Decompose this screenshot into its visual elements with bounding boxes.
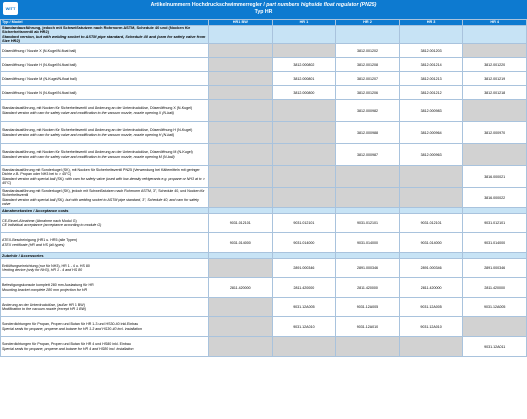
part-number-cell: 2811.420000 bbox=[272, 278, 336, 298]
part-number-cell bbox=[209, 337, 273, 357]
part-number-cell bbox=[209, 122, 273, 144]
description-en: Venting device (only for NH3), HR 1 - 4 and HS 80 bbox=[2, 268, 83, 273]
part-number-cell: 3812.001213 bbox=[399, 72, 463, 86]
section-row bbox=[1, 26, 527, 44]
part-number-cell: 3812.000964 bbox=[399, 122, 463, 144]
part-number-cell: 9031.12A010 bbox=[399, 317, 463, 337]
part-number-cell bbox=[463, 317, 527, 337]
column-header-hr3: HR 3 bbox=[399, 20, 463, 26]
part-number-cell bbox=[272, 337, 336, 357]
description-en: Standard version with special ball (SK), but with welding socket to ASTM pipe standard, 3", Schedule 40, and cam for safety valve bbox=[2, 197, 199, 206]
description-en: Standard version with cam for safety valve and modification to the vacuum nozzle, nozzle opening H (N-ball) bbox=[2, 132, 175, 137]
row-description bbox=[1, 188, 209, 208]
part-number-cell bbox=[209, 259, 273, 278]
description-de: Sonderdichtungen für Propan, Propen und Butan für HR 4 und HS80 inkl. Einbau bbox=[2, 342, 131, 347]
part-number-cell: 9031.12A005 bbox=[336, 298, 400, 317]
table-row bbox=[1, 188, 527, 208]
table-row bbox=[1, 122, 527, 144]
description-en: Standard version with special ball (SK), with cam for safety valve (used with low-density refrigerants e.g. propane or NH3 at tc > 45°C) bbox=[2, 176, 205, 185]
title-separator: / bbox=[261, 2, 267, 8]
part-number-cell bbox=[272, 188, 336, 208]
part-number-cell bbox=[399, 188, 463, 208]
part-number-cell bbox=[336, 26, 400, 44]
part-number-cell bbox=[209, 166, 273, 188]
part-number-cell: 9031.12A005 bbox=[399, 298, 463, 317]
row-description bbox=[1, 122, 209, 144]
part-number-cell bbox=[463, 44, 527, 58]
part-number-cell bbox=[209, 188, 273, 208]
part-number-cell bbox=[209, 26, 273, 44]
column-header-hr2: HR 2 bbox=[336, 20, 400, 26]
part-number-cell: 9031.014000 bbox=[209, 233, 273, 253]
header-band bbox=[0, 0, 527, 19]
table-row bbox=[1, 144, 527, 166]
description-de: Zubehör / Accessories bbox=[2, 252, 44, 258]
part-number-cell: 2891.000346 bbox=[336, 259, 400, 278]
table-row bbox=[1, 233, 527, 253]
part-number-cell: 2891.000346 bbox=[272, 259, 336, 278]
row-description bbox=[1, 317, 209, 337]
row-description bbox=[1, 298, 209, 317]
part-number-cell: 3812.000988 bbox=[336, 122, 400, 144]
description-en: Standard version with cam for safety valve and modification to the vacuum nozzle, nozzle opening M (N-ball) bbox=[2, 154, 175, 159]
row-description bbox=[1, 259, 209, 278]
description-de: Abnahmekosten / Acceptance costs bbox=[2, 207, 69, 213]
description-en: ATEX certificate (HR and HS (all types) bbox=[2, 242, 65, 247]
witt-logo: WITT bbox=[3, 2, 18, 15]
part-number-cell bbox=[272, 44, 336, 58]
part-number-cell: 2891.000346 bbox=[463, 259, 527, 278]
part-number-cell bbox=[272, 26, 336, 44]
description-en: Mounting bracket complete 280 mm projection for HR bbox=[2, 287, 88, 292]
part-number-cell: 3816.000022 bbox=[463, 188, 527, 208]
part-number-cell bbox=[336, 166, 400, 188]
description-de: Standardausführung, mit Nocken für Sicherheitsventil und Änderung an der Unterdruckdüse, Düsenöffnung H (N-Kugel) bbox=[2, 128, 193, 133]
part-number-cell bbox=[336, 337, 400, 357]
part-number-cell bbox=[272, 166, 336, 188]
description-de: Sonderdichtungen für Propan, Propen und Butan für HR 1-3 und HS30-40 inkl.Einbau bbox=[2, 322, 139, 327]
page-subtitle: Typ HR bbox=[254, 9, 273, 15]
part-number-cell: 3812.000800 bbox=[272, 86, 336, 100]
part-number-cell: 2811.420000 bbox=[336, 278, 400, 298]
part-number-cell: 2811.420000 bbox=[399, 278, 463, 298]
row-description bbox=[1, 144, 209, 166]
row-description bbox=[1, 100, 209, 122]
table-row bbox=[1, 166, 527, 188]
part-number-cell: 9031.12A011 bbox=[463, 337, 527, 357]
table-row bbox=[1, 298, 527, 317]
part-number-cell: 3816.000021 bbox=[463, 166, 527, 188]
part-number-cell: 3812.000963 bbox=[399, 144, 463, 166]
description-de: Düsenöffnung / Nozzle H (N-Kugel/N-float ball) bbox=[2, 62, 77, 67]
part-number-cell: 3812.001219 bbox=[463, 72, 527, 86]
table-row bbox=[1, 317, 527, 337]
table-row bbox=[1, 337, 527, 357]
description-en: Standard version with cam for safety valve and modification to the vacuum nozzle, nozzle opening X (N-ball) bbox=[2, 110, 174, 115]
part-number-cell: 9031.014000 bbox=[463, 233, 527, 253]
part-number-cell: 3812.000982 bbox=[336, 100, 400, 122]
part-number-cell bbox=[209, 44, 273, 58]
part-number-cell bbox=[463, 26, 527, 44]
description-de: ATEX-Bescheinigung (HR1 u. HR5 (alle Typen) bbox=[2, 238, 78, 243]
table-row bbox=[1, 58, 527, 72]
part-number-cell: 3812.001203 bbox=[399, 44, 463, 58]
part-number-cell: 2891.000346 bbox=[399, 259, 463, 278]
part-number-cell bbox=[209, 58, 273, 72]
description-de: Standardausführung mit Sonderkugel (SK), jedoch mit Schweißstutzen nach Rohrnorm ASTM, 3", Schedule 40, und Nocken für Sicherheitsventil bbox=[2, 189, 205, 198]
part-number-cell: 3812.001214 bbox=[399, 58, 463, 72]
part-number-cell bbox=[463, 144, 527, 166]
part-number-cell: 3812.000970 bbox=[463, 122, 527, 144]
part-number-cell: 3812.001206 bbox=[336, 86, 400, 100]
part-number-cell bbox=[399, 337, 463, 357]
row-description bbox=[1, 278, 209, 298]
part-number-cell: 9031.012101 bbox=[272, 214, 336, 233]
part-number-cell: 2811.420000 bbox=[463, 278, 527, 298]
row-description bbox=[1, 72, 209, 86]
part-number-cell bbox=[272, 122, 336, 144]
part-number-cell: 9031.014000 bbox=[399, 233, 463, 253]
description-en: Modification to the vacuum nozzle (except HR 1 BW) bbox=[2, 307, 87, 312]
part-number-cell: 3812.000802 bbox=[272, 58, 336, 72]
description-de: Düsenöffnung / Nozzle X (N-Kugel/N-float ball) bbox=[2, 48, 77, 53]
part-number-cell: 3812.000983 bbox=[399, 100, 463, 122]
part-number-cell: 9031.12A005 bbox=[463, 298, 527, 317]
part-number-cell: 9031.012101 bbox=[336, 214, 400, 233]
description-de: Standardausführung mit Sonderkugel (SK), mit Nocken für Sicherheitsventil PN25 (Verwendung bei Kältemitteln mit geringer Dichte z.B. Propan oder NH3 bei tc > 45°C) bbox=[2, 168, 200, 177]
description-de: Standardausführung, mit Nocken für Sicherheitsventil und Änderung an der Unterdruckdüse, Düsenöffnung M (N-Kugel) bbox=[2, 150, 193, 155]
part-number-cell bbox=[399, 26, 463, 44]
description-de: Befestigungskonsole komplett 280 mm Auslastung für HR bbox=[2, 283, 94, 288]
part-number-table bbox=[0, 19, 527, 357]
table-row bbox=[1, 259, 527, 278]
row-description bbox=[1, 166, 209, 188]
description-de: Standardausführung, mit Nocken für Sicherheitsventil und Änderung an der Unterdruckdüse, Düsenöffnung X (N-Kugel) bbox=[2, 106, 193, 111]
row-description bbox=[1, 26, 209, 44]
part-number-cell: 3812.001207 bbox=[336, 72, 400, 86]
description-en: Special seals for propane, propene and butane for HR 4 and HS80 incl. installation bbox=[2, 346, 134, 351]
part-number-cell: 9031.012101 bbox=[209, 214, 273, 233]
part-number-cell: 3812.001220 bbox=[463, 58, 527, 72]
description-en: Special seals for propane, propene and butane for HR 1-3 and HS30-40 incl. installation bbox=[2, 326, 142, 331]
row-description bbox=[1, 58, 209, 72]
description-de: Düsenöffnung / Nozzle N (N-Kugel/N-float ball) bbox=[2, 90, 77, 95]
part-number-cell: 9031.12A005 bbox=[272, 298, 336, 317]
part-number-cell bbox=[272, 100, 336, 122]
row-description bbox=[1, 337, 209, 357]
part-number-cell: 2811.420000 bbox=[209, 278, 273, 298]
part-number-cell: 9031.12A010 bbox=[272, 317, 336, 337]
part-number-cell bbox=[209, 72, 273, 86]
part-number-cell bbox=[463, 100, 527, 122]
table-row bbox=[1, 86, 527, 100]
part-number-cell bbox=[209, 86, 273, 100]
description-de: CE-Einzel-Abnahme (Abnahme nach Modul G) bbox=[2, 218, 77, 223]
part-number-cell bbox=[209, 100, 273, 122]
row-description bbox=[1, 44, 209, 58]
table-row bbox=[1, 72, 527, 86]
row-description bbox=[1, 233, 209, 253]
part-number-cell: 3812.000987 bbox=[336, 144, 400, 166]
part-number-cell: 3812.000801 bbox=[272, 72, 336, 86]
column-header-label: Typ / Model bbox=[1, 20, 209, 26]
part-number-cell bbox=[209, 298, 273, 317]
description-de: Standardausführung, jedoch mit Schweißstutzen nach Rohrnorm ASTM, Schedule 40 und (Nocken für Sicherheitsventil ab HR2) bbox=[2, 25, 191, 35]
part-number-cell: 9031.12A010 bbox=[336, 317, 400, 337]
part-number-cell bbox=[272, 144, 336, 166]
part-number-cell: 3812.001208 bbox=[336, 58, 400, 72]
part-number-cell: 9031.014000 bbox=[272, 233, 336, 253]
column-header-hr4: HR 4 bbox=[463, 20, 527, 26]
row-description bbox=[1, 214, 209, 233]
part-number-cell bbox=[336, 188, 400, 208]
column-header-hr1: HR 1 bbox=[272, 20, 336, 26]
title-en: part numbers highside float regulator (PN25) bbox=[266, 2, 377, 8]
description-de: Änderung an der Unterdruckdüse, (außer HR 1 BW) bbox=[2, 302, 85, 307]
table-row bbox=[1, 278, 527, 298]
part-number-cell: 9031.012101 bbox=[399, 214, 463, 233]
part-number-cell: 9031.014000 bbox=[336, 233, 400, 253]
description-en: Standard version, but with welding socket to ASTM pipe standard, Schedule 40 and (cam for safety valve from Size HR2) bbox=[2, 33, 206, 43]
description-de: Entlüftungseinrichtung (nur für NH3), HR 1 - 4 u. HS 80 bbox=[2, 263, 90, 268]
row-description bbox=[1, 86, 209, 100]
part-number-cell bbox=[209, 317, 273, 337]
part-number-cell: 9031.012101 bbox=[463, 214, 527, 233]
page-title bbox=[0, 2, 527, 8]
table-row bbox=[1, 214, 527, 233]
part-number-cell bbox=[399, 166, 463, 188]
description-de: Düsenöffnung / Nozzle M (N-Kugel/N-float ball) bbox=[2, 76, 77, 81]
table-row bbox=[1, 44, 527, 58]
description-en: CE individual acceptance (acceptance according to module G) bbox=[2, 223, 102, 228]
part-number-cell bbox=[209, 144, 273, 166]
part-number-cell: 3812.001202 bbox=[336, 44, 400, 58]
table-row bbox=[1, 100, 527, 122]
title-de: Artikelnummern Hochdruckschwimmerregler bbox=[150, 2, 262, 8]
part-number-cell: 3812.001212 bbox=[399, 86, 463, 100]
column-header-hr1bw: HR1 BW bbox=[209, 20, 273, 26]
part-number-cell: 3812.001218 bbox=[463, 86, 527, 100]
